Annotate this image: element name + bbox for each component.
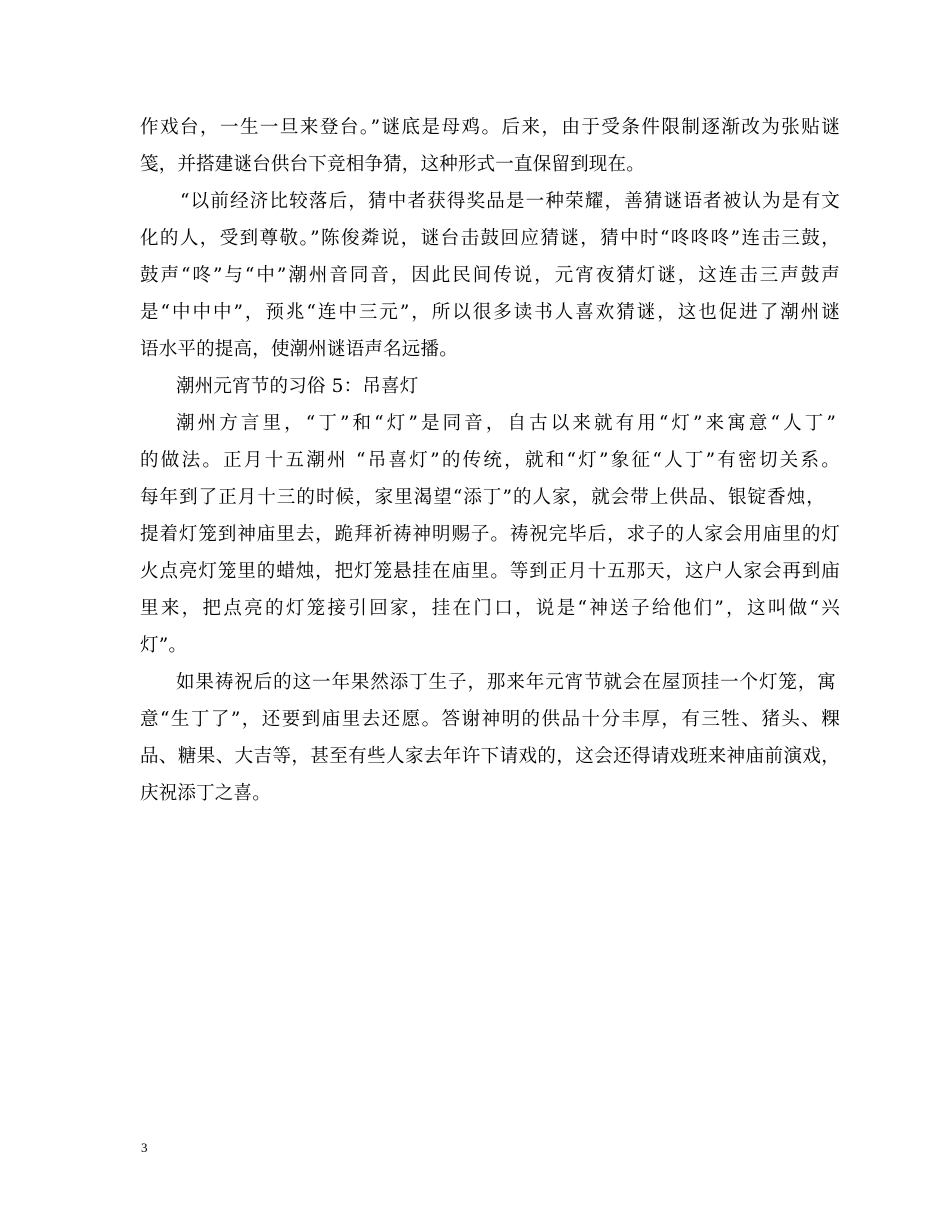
body-text-line: 如果祷祝后的这一年果然添丁生子，那来年元宵节就会在屋顶挂一个灯笼，寓: [176, 672, 836, 693]
body-text-line: 作戏台，一生一旦来登台。”谜底是母鸡。后来，由于受条件限制逐渐改为张贴谜: [140, 117, 840, 138]
body-text-line: 里来，把点亮的灯笼接引回家，挂在门口，说是“神送子给他们”，这叫做“兴: [140, 598, 840, 619]
body-text-line: 意“生丁了”，还要到庙里去还愿。答谢神明的供品十分丰厚，有三牲、猪头、粿: [140, 709, 840, 730]
section-heading: 潮州元宵节的习俗 5：吊喜灯: [176, 376, 419, 397]
body-text-line: 笺，并搭建谜台供台下竞相争猜，这种形式一直保留到现在。: [140, 154, 645, 175]
body-text-line: 灯”。: [140, 635, 188, 656]
body-text-line: 庆祝添丁之喜。: [140, 783, 271, 804]
body-text-line: 语水平的提高，使潮州谜语声名远播。: [140, 339, 458, 360]
page-number: 3: [141, 1140, 148, 1155]
body-text-line: 火点亮灯笼里的蜡烛，把灯笼悬挂在庙里。等到正月十五那天，这户人家会再到庙: [140, 561, 840, 582]
body-text-line: 潮州方言里，“丁”和“灯”是同音，自古以来就有用“灯”来寓意“人丁”: [176, 413, 836, 434]
body-text-line: 每年到了正月十三的时候，家里渴望“添丁”的人家，就会带上供品、银锭香烛，: [140, 487, 825, 508]
body-text-line: “以前经济比较落后，猜中者获得奖品是一种荣耀，善猜谜语者被认为是有文: [180, 191, 840, 212]
body-text-line: 提着灯笼到神庙里去，跪拜祈祷神明赐子。祷祝完毕后，求子的人家会用庙里的灯: [140, 524, 840, 545]
body-text-line: 的做法。正月十五潮州 “吊喜灯”的传统，就和“灯”象征“人丁”有密切关系。: [140, 450, 840, 471]
body-text-line: 品、糖果、大吉等，甚至有些人家去年许下请戏的，这会还得请戏班来神庙前演戏，: [140, 746, 840, 767]
body-text-line: 是“中中中”，预兆“连中三元”，所以很多读书人喜欢猜谜，这也促进了潮州谜: [140, 302, 840, 323]
body-text-line: 鼓声“咚”与“中”潮州音同音，因此民间传说，元宵夜猜灯谜，这连击三声鼓声: [140, 265, 840, 286]
body-text-line: 化的人，受到尊敬。”陈俊粦说，谜台击鼓回应猜谜，猜中时“咚咚咚”连击三鼓，: [140, 228, 840, 249]
